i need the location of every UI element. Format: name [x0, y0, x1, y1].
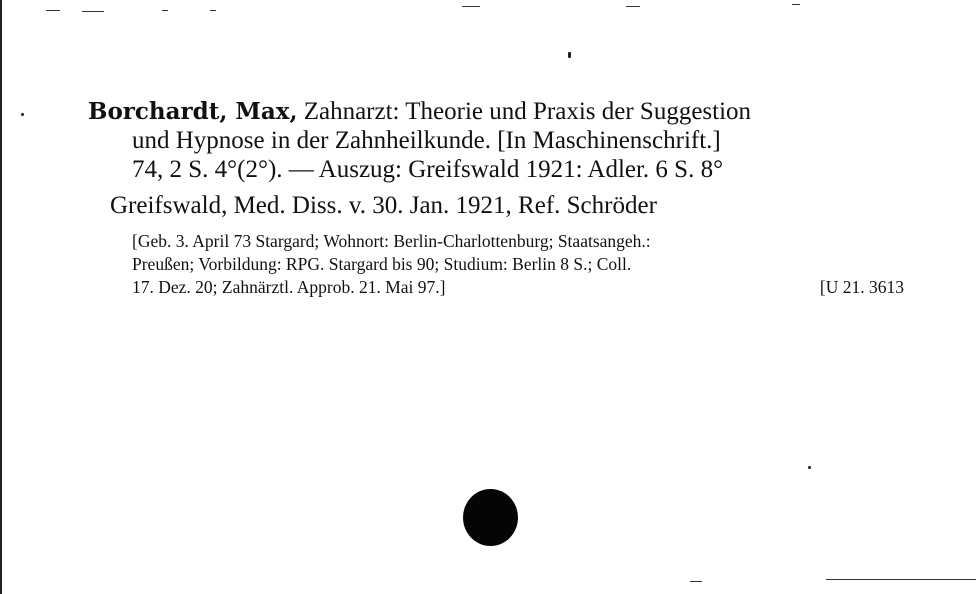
scan-mark [792, 4, 800, 5]
title-continuation: und Hypnose in der Zahnheilkunde. [In Maschinenschrift.] [132, 127, 721, 154]
ink-speck [568, 52, 571, 58]
biographical-note-line [132, 276, 904, 298]
note-text: Preußen; Vorbildung: RPG. Stargard bis 90; Studium: Berlin 8 S.; Coll. [132, 254, 632, 274]
biographical-note-line [132, 230, 904, 252]
entry-heading-line [88, 97, 751, 127]
scan-mark [210, 10, 216, 11]
ink-speck [21, 113, 24, 116]
card-bottom-edge [826, 579, 976, 580]
note-text: [Geb. 3. April 73 Stargard; Wohnort: Berlin-Charlottenburg; Staatsangeh.: [132, 231, 651, 251]
card-left-edge [0, 0, 2, 594]
author-name: Borchardt, Max, [88, 98, 298, 125]
title-text: Zahnarzt: Theorie und Praxis der Suggestion [297, 98, 752, 125]
dissertation-line: Greifswald, Med. Diss. v. 30. Jan. 1921, Ref. Schröder [110, 192, 657, 219]
ink-speck [808, 466, 811, 469]
scan-mark [46, 10, 60, 11]
scan-mark [162, 10, 168, 11]
scan-mark [82, 11, 104, 12]
scan-mark [626, 6, 640, 7]
shelf-signature: [U 21. 3613 [819, 277, 904, 297]
note-text: 17. Dez. 20; Zahnärztl. Approb. 21. Mai 97.] [132, 277, 446, 297]
scan-mark [690, 581, 702, 582]
punch-hole [463, 489, 518, 546]
publication-details: 74, 2 S. 4°(2°). — Auszug: Greifswald 1921: Adler. 6 S. 8° [132, 156, 724, 183]
biographical-note-line [132, 253, 904, 275]
scan-mark [462, 6, 480, 7]
